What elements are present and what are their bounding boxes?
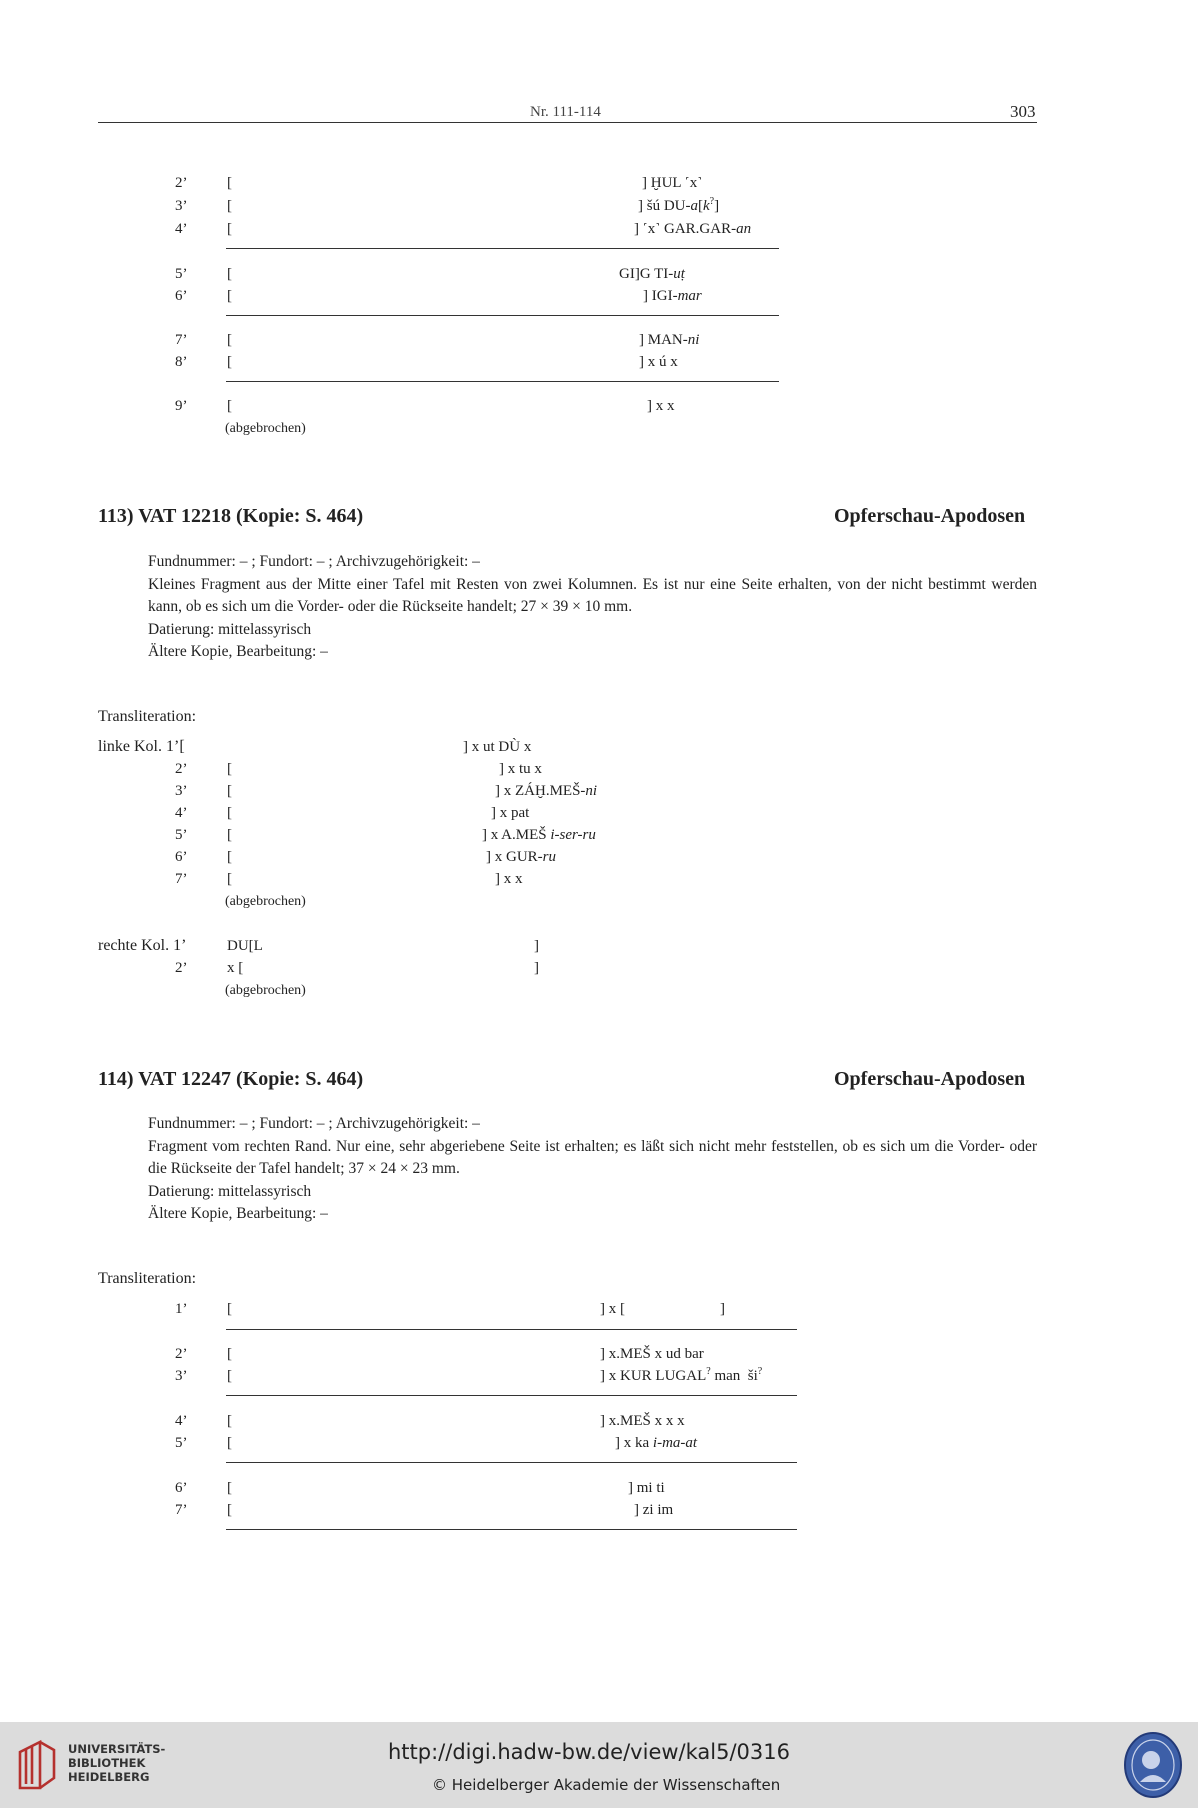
- bracket-open: [: [227, 1502, 232, 1518]
- line-number: 6’: [175, 288, 188, 304]
- library-name: [68, 1742, 165, 1784]
- bracket-open: [: [227, 1480, 232, 1496]
- transliteration-text: ] x GUR-ru: [486, 849, 557, 865]
- line-number: 7’: [175, 871, 188, 887]
- line-number: 2’: [175, 761, 188, 777]
- bracket-close: ]: [534, 960, 539, 976]
- transliteration-text: ] ḪUL ˹x˺: [642, 175, 703, 191]
- divider-rule: [226, 1529, 797, 1530]
- transliteration-text: ] x [: [600, 1301, 625, 1317]
- bracket-open: [: [227, 221, 232, 237]
- bracket-open: [: [227, 805, 232, 821]
- line-number: 5’: [175, 1435, 188, 1451]
- transliteration-text: ] x A.MEŠ i-ser-ru: [482, 827, 596, 843]
- page-number: 303: [1010, 102, 1036, 121]
- transliteration-text: ] x x: [647, 398, 675, 414]
- library-name-line: UNIVERSITÄTS-: [68, 1742, 166, 1756]
- column-label: linke Kol. 1’[: [98, 738, 185, 755]
- transliteration-text: ] x ú x: [639, 354, 678, 370]
- section-genre: Opferschau-Apodosen: [834, 1068, 1026, 1090]
- broken-note: (abgebrochen): [225, 894, 306, 909]
- bracket-open: [: [227, 288, 232, 304]
- divider-rule: [226, 1395, 797, 1396]
- transliteration-text: ] x ZÁḪ.MEŠ-ni: [495, 783, 598, 799]
- transliteration-text: ] x pat: [491, 805, 530, 821]
- academy-seal-icon: [1122, 1730, 1184, 1800]
- line-number: 5’: [175, 827, 188, 843]
- bracket-open: [: [227, 1435, 232, 1451]
- line-number: 9’: [175, 398, 188, 414]
- bracket-close: ]: [720, 1301, 725, 1317]
- footer-bar: [0, 1722, 1198, 1808]
- transliteration-text: ] mi ti: [628, 1480, 665, 1496]
- transliteration-text: GI]G TI-uṭ: [619, 266, 685, 282]
- bracket-open: [: [227, 266, 232, 282]
- header-rule: [98, 122, 1037, 123]
- transliteration-text: ] x.MEŠ x x x: [600, 1413, 685, 1429]
- library-name-line: BIBLIOTHEK: [68, 1756, 146, 1770]
- line-number: 7’: [175, 1502, 188, 1518]
- bracket-open: [: [227, 332, 232, 348]
- line-number: 6’: [175, 849, 188, 865]
- bracket-close: ]: [534, 938, 539, 954]
- fundnummer: Fundnummer: – ; Fundort: – ; Archivzugehörigkeit: –: [148, 1115, 480, 1132]
- bracket-open: [: [227, 761, 232, 777]
- kopie: Ältere Kopie, Bearbeitung: –: [148, 1205, 328, 1222]
- line-number: 2’: [175, 960, 188, 976]
- transliteration-label: Transliteration:: [98, 1270, 197, 1287]
- running-title: Nr. 111-114: [530, 104, 601, 120]
- column-label: rechte Kol. 1’: [98, 937, 187, 954]
- description: Fragment vom rechten Rand. Nur eine, sehr abgeriebene Seite ist erhalten; es läßt sich nicht mehr feststellen, ob es sich um die Vorder- oder die Rückseite der Tafel handelt; 37 × 24 × 23 mm.: [148, 1137, 1037, 1177]
- transliteration-text: ] ˹x˺ GAR.GAR-an: [634, 221, 752, 237]
- section-heading: 113) VAT 12218 (Kopie: S. 464): [98, 505, 364, 527]
- transliteration-text: ] x tu x: [499, 761, 542, 777]
- line-number: 4’: [175, 805, 188, 821]
- library-name-line: HEIDELBERG: [68, 1770, 150, 1784]
- bracket-open: [: [227, 175, 232, 191]
- transliteration-text: ] x x: [495, 871, 523, 887]
- bracket-open: [: [227, 354, 232, 370]
- transliteration-text: ] x ka i-ma-at: [615, 1435, 698, 1451]
- line-number: 8’: [175, 354, 188, 370]
- bracket-open: [: [227, 871, 232, 887]
- line-number: 4’: [175, 1413, 188, 1429]
- line-number: 3’: [175, 1368, 188, 1384]
- transliteration-text: ] x KUR LUGAL? man ši?: [600, 1366, 763, 1384]
- broken-note: (abgebrochen): [225, 983, 306, 998]
- kopie: Ältere Kopie, Bearbeitung: –: [148, 643, 328, 660]
- divider-rule: [226, 381, 779, 382]
- bracket-open: [: [227, 1368, 232, 1384]
- line-number: 6’: [175, 1480, 188, 1496]
- broken-note: (abgebrochen): [225, 421, 306, 436]
- datierung: Datierung: mittelassyrisch: [148, 620, 312, 638]
- bracket-open: [: [227, 198, 232, 214]
- description: Kleines Fragment aus der Mitte einer Tafel mit Resten von zwei Kolumnen. Es ist nur eine Seite erhalten, von der nicht bestimmt werden kann, ob es sich um die Vorder- oder die Rückseite handelt; 27 × 39 × 10 mm.: [148, 575, 1037, 615]
- divider-rule: [226, 1462, 797, 1463]
- divider-rule: [226, 248, 779, 249]
- fundnummer: Fundnummer: – ; Fundort: – ; Archivzugehörigkeit: –: [148, 553, 480, 570]
- line-number: 3’: [175, 783, 188, 799]
- transliteration-text: ] x.MEŠ x ud bar: [600, 1346, 704, 1362]
- transliteration-text: ] MAN-ni: [639, 332, 700, 348]
- line-number: 1’: [175, 1301, 188, 1317]
- line-number: 7’: [175, 332, 188, 348]
- bracket-open: [: [227, 827, 232, 843]
- transliteration-text: ] x ut DÙ x: [463, 739, 532, 755]
- bracket-open: [: [227, 1346, 232, 1362]
- section-genre: Opferschau-Apodosen: [834, 505, 1026, 527]
- line-number: 2’: [175, 175, 188, 191]
- divider-rule: [226, 315, 779, 316]
- bracket-open: [: [227, 1413, 232, 1429]
- metadata-block: [148, 551, 1037, 664]
- permalink-url[interactable]: http://digi.hadw-bw.de/view/kal5/0316: [388, 1740, 790, 1764]
- transliteration-text: ] zi im: [634, 1502, 674, 1518]
- transliteration-text: ] šú DU-a[k?]: [638, 196, 720, 214]
- line-number: 3’: [175, 198, 188, 214]
- transliteration-label: Transliteration:: [98, 708, 197, 725]
- copyright-notice: © Heidelberger Akademie der Wissenschaften: [432, 1776, 781, 1794]
- line-number: 2’: [175, 1346, 188, 1362]
- metadata-block: [148, 1113, 1037, 1226]
- divider-rule: [226, 1329, 797, 1330]
- transliteration-text: ] IGI-mar: [643, 288, 702, 304]
- datierung: Datierung: mittelassyrisch: [148, 1182, 312, 1200]
- bracket-open: [: [227, 398, 232, 414]
- line-number: 5’: [175, 266, 188, 282]
- bracket-open: x [: [227, 960, 244, 976]
- section-heading: 114) VAT 12247 (Kopie: S. 464): [98, 1068, 364, 1090]
- bracket-open: [: [227, 783, 232, 799]
- library-logo-icon: [14, 1734, 60, 1792]
- bracket-open: [: [227, 849, 232, 865]
- line-number: 4’: [175, 221, 188, 237]
- bracket-open: DU[L: [227, 938, 263, 954]
- bracket-open: [: [227, 1301, 232, 1317]
